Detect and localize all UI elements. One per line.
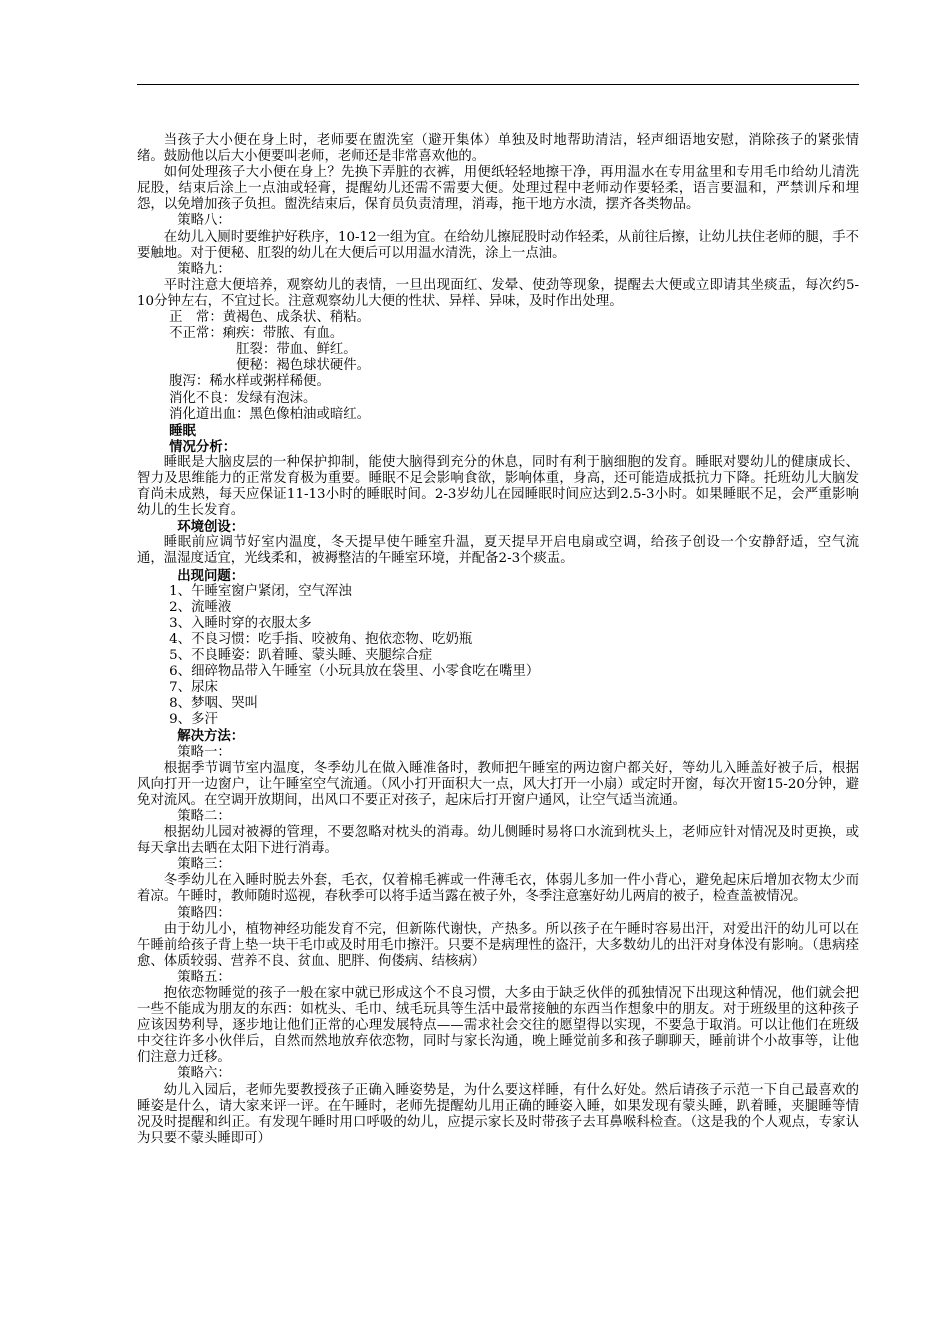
paragraph: 1、午睡室窗户紧闭，空气浑浊 bbox=[169, 583, 352, 599]
section-heading: 睡眠 bbox=[169, 422, 196, 439]
paragraph: 策略六： bbox=[177, 1066, 231, 1082]
paragraph: 正 常：黄褐色、成条状、稍粘。 bbox=[169, 310, 371, 326]
paragraph: 策略八： bbox=[177, 213, 231, 229]
paragraph: 4、不良习惯：吃手指、咬被角、抱依恋物、吃奶瓶 bbox=[169, 631, 473, 647]
paragraph: 不正常：痢疾：带脓、有血。 bbox=[169, 326, 344, 342]
paragraph: 策略四： bbox=[177, 905, 231, 921]
paragraph: 3、入睡时穿的衣服太多 bbox=[169, 615, 312, 631]
header-rule bbox=[137, 84, 859, 85]
paragraph: 7、尿床 bbox=[169, 680, 218, 696]
paragraph: 肛裂：带血、鲜红。 bbox=[236, 342, 357, 358]
paragraph: 由于幼儿小，植物神经功能发育不完，但新陈代谢快，产热多。所以孩子在午睡时容易出汗，对爱出汗的幼儿可以在午睡前给孩子背上垫一块干毛巾或及时用毛巾擦汗。只要不是病理性的盗汗，大多数幼儿的出汗对身体没有影响。（患病痊愈、体质较弱、营养不良、贫血、肥胖、佝偻病、结核病） bbox=[137, 921, 859, 969]
paragraph: 幼儿入园后，老师先要教授孩子正确入睡姿势是，为什么要这样睡，有什么好处。然后请孩子示范一下自己最喜欢的睡姿是什么，请大家来评一评。在午睡时，老师先提醒幼儿用正确的睡姿入睡，如果发现有蒙头睡，趴着睡，夹腿睡等情况及时提醒和纠正。有发现午睡时用口呼吸的幼儿，应提示家长及时带孩子去耳鼻喉科检查。（这是我的个人观点，专家认为只要不蒙头睡即可） bbox=[137, 1082, 859, 1146]
document-body bbox=[137, 133, 859, 1147]
paragraph: 如何处理孩子大小便在身上？先换下弄脏的衣裤，用便纸轻轻地擦干净，再用温水在专用盆里和专用毛巾给幼儿清洗屁股，结束后涂上一点油或轻膏，提醒幼儿还需不需要大便。处理过程中老师动作要轻柔，语言要温和，严禁训斥和埋怨，以免增加孩子负担。盥洗结束后，保育员负责清理，消毒，拖干地方水渍，摆齐各类物品。 bbox=[137, 165, 859, 213]
section-heading: 情况分析： bbox=[169, 438, 237, 455]
paragraph: 5、不良睡姿：趴着睡、蒙头睡、夹腿综合症 bbox=[169, 648, 433, 663]
section-heading: 解决方法： bbox=[177, 728, 245, 745]
paragraph: 9、多汗 bbox=[169, 712, 218, 728]
paragraph: 当孩子大小便在身上时，老师要在盥洗室（避开集体）单独及时地帮助清洁，轻声细语地安慰，消除孩子的紧张情绪。鼓励他以后大小便要叫老师，老师还是非常喜欢他的。 bbox=[137, 133, 859, 165]
section-heading: 出现问题： bbox=[177, 567, 245, 584]
paragraph: 冬季幼儿在入睡时脱去外套，毛衣，仅着棉毛裤或一件薄毛衣，体弱儿多加一件小背心，避免起床后增加衣物太少而着凉。午睡时，教师随时巡视，春秋季可以将手适当露在被子外，冬季注意塞好幼儿两肩的被子，检查盖被情况。 bbox=[137, 873, 859, 905]
paragraph: 策略五： bbox=[177, 969, 231, 985]
paragraph: 腹泻：稀水样或粥样稀便。 bbox=[169, 374, 330, 390]
paragraph: 策略九： bbox=[177, 261, 231, 277]
paragraph: 消化不良：发绿有泡沫。 bbox=[169, 390, 317, 406]
paragraph: 根据季节调节室内温度，冬季幼儿在做入睡准备时，教师把午睡室的两边窗户都关好，等幼儿入睡盖好被子后，根据风向打开一边窗户，让午睡室空气流通。（风小打开面积大一点，风大打开一小扇）或定时开窗，每次开窗15-20分钟，避免对流风。在空调开放期间，出风口不要正对孩子，起床后打开窗户通风，让空气适当流通。 bbox=[137, 760, 859, 808]
paragraph: 策略二： bbox=[177, 808, 231, 824]
paragraph: 便秘：褐色球状硬件。 bbox=[236, 358, 371, 374]
paragraph: 睡眠前应调节好室内温度，冬天提早使午睡室升温，夏天提早开启电扇或空调，给孩子创设一个安静舒适，空气流通，温湿度适宜，光线柔和，被褥整洁的午睡室环境，并配备2-3个痰盂。 bbox=[137, 535, 859, 567]
paragraph: 平时注意大便培养，观察幼儿的表情，一旦出现面红、发晕、使劲等现象，提醒去大便或立即请其坐痰盂，每次约5-10分钟左右，不宜过长。注意观察幼儿大便的性状、异样、异味，及时作出处理。 bbox=[137, 277, 859, 309]
section-heading: 环境创设： bbox=[177, 519, 245, 536]
paragraph: 6、细碎物品带入午睡室（小玩具放在袋里、小零食吃在嘴里） bbox=[169, 664, 540, 680]
paragraph: 抱依恋物睡觉的孩子一般在家中就已形成这个不良习惯，大多由于缺乏伙伴的孤独情况下出现这种情况，他们就会把一些不能成为朋友的东西：如枕头、毛巾、绒毛玩具等生活中最常接触的东西当作想象中的朋友。对于班级里的这种孩子应该因势利导，逐步地让他们正常的心理发展特点——需求社会交往的愿望得以实现，不要急于取消。可以让他们在班级中交往许多小伙伴后，自然而然地放弃依恋物，同时与家长沟通，晚上睡觉前多和孩子聊聊天，睡前讲个小故事等，让他们注意力迁移。 bbox=[137, 985, 859, 1066]
paragraph: 策略一： bbox=[177, 744, 231, 760]
paragraph: 在幼儿入厕时要维护好秩序，10-12一组为宜。在给幼儿擦屁股时动作轻柔，从前往后擦，让幼儿扶住老师的腿，手不要触地。对于便秘、肛裂的幼儿在大便后可以用温水清洗，涂上一点油。 bbox=[137, 229, 859, 261]
paragraph: 消化道出血：黑色像柏油或暗红。 bbox=[169, 406, 371, 422]
paragraph: 睡眠是大脑皮层的一种保护抑制，能使大脑得到充分的休息，同时有利于脑细胞的发育。睡眠对婴幼儿的健康成长、智力及思维能力的正常发育极为重要。睡眠不足会影响食欲，影响体重，身高，还可能造成抵抗力下降。托班幼儿大脑发育尚未成熟，每天应保证11-13小时的睡眠时间。2-3岁幼儿在园睡眠时间应达到2.5-3小时。如果睡眠不足，会严重影响幼儿的生长发育。 bbox=[137, 454, 859, 519]
paragraph: 2、流唾液 bbox=[169, 599, 232, 615]
paragraph: 8、梦咽、哭叫 bbox=[169, 696, 259, 712]
paragraph: 根据幼儿园对被褥的管理，不要忽略对枕头的消毒。幼儿侧睡时易将口水流到枕头上，老师应针对情况及时更换，或每天拿出去晒在太阳下进行消毒。 bbox=[137, 825, 859, 857]
paragraph: 策略三： bbox=[177, 857, 231, 873]
